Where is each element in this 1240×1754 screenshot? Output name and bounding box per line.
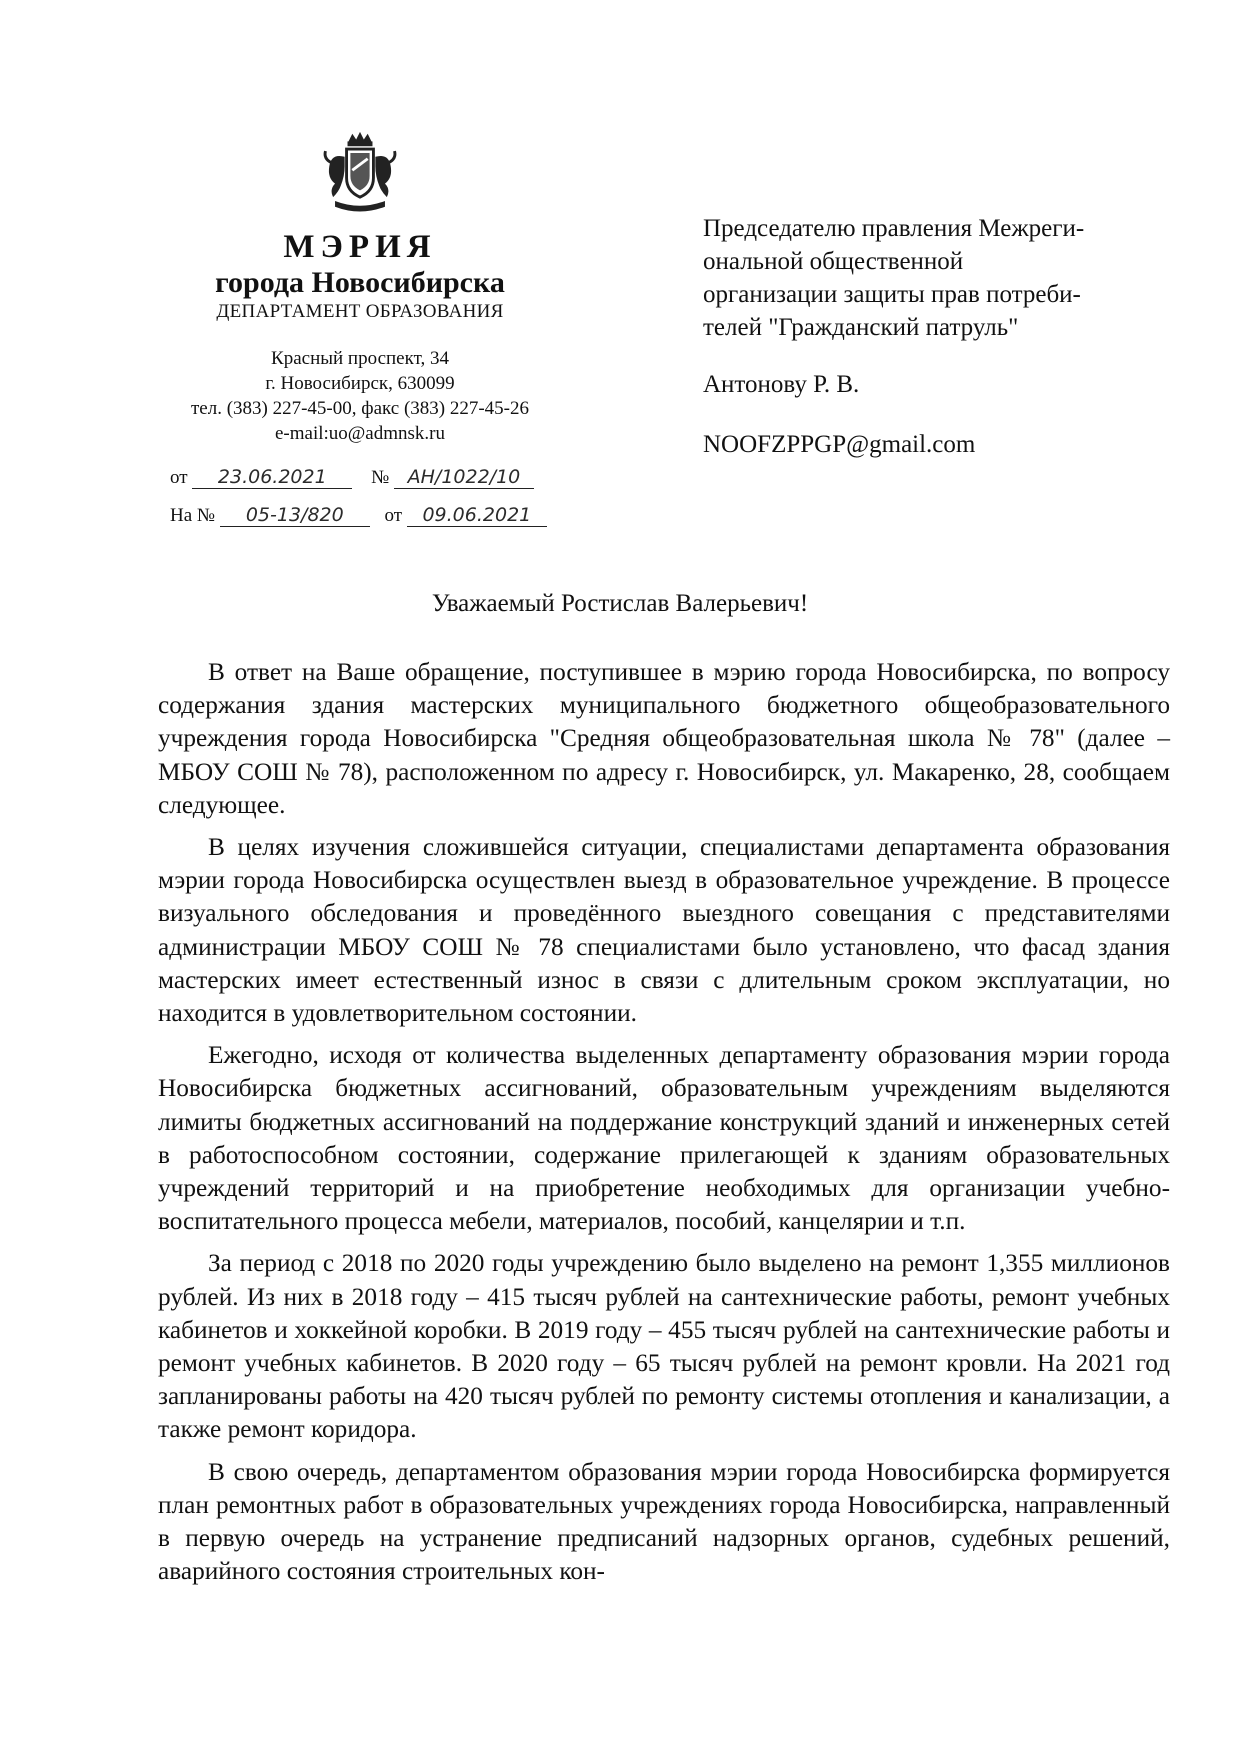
addressee-line: телей "Гражданский патруль" [703, 314, 1019, 341]
reply-date: 09.06.2021 [407, 504, 547, 527]
reply-from-label: от [384, 505, 403, 526]
address-line-street: Красный проспект, 34 [271, 348, 449, 369]
outgoing-date: 23.06.2021 [192, 466, 352, 489]
addressee-name: Антонову Р. В. [703, 371, 860, 398]
reply-number: 05-13/820 [220, 504, 370, 527]
reply-registration [170, 504, 547, 527]
body-paragraph: В целях изучения сложившейся ситуации, специалистами департамента образования мэрии города Новосибирска осуществлен выезд в образовательное учреждение. В процессе визуального обследования и проведённого выездного совещания с представителями администрации МБОУ СОШ № 78 специалистами было установлено, что фасад здания мастерских имеет естественный износ в связи с длительным сроком эксплуатации, но находится в удовлетворительном состоянии. [158, 833, 1170, 1028]
outgoing-number: АН/1022/10 [394, 466, 534, 489]
addressee-line: Председателю правления Межреги- [703, 215, 1085, 242]
body-paragraph: В ответ на Ваше обращение, поступившее в мэрию города Новосибирска, по вопросу содержания здания мастерских муниципального бюджетного общеобразовательного учреждения города Новосибирска "Средняя общеобразовательная школа № 78" (далее – МБОУ СОШ № 78), расположенном по адресу г. Новосибирск, ул. Макаренко, 28, сообщаем следующее. [158, 658, 1170, 819]
body-paragraph: В свою очередь, департаментом образования мэрии города Новосибирска формируется план ремонтных работ в образовательных учреждениях города Новосибирска, направленный в первую очередь на устранение предписаний надзорных органов, судебных решений, аварийного состояния строительных кон- [158, 1457, 1170, 1586]
org-name: МЭРИЯ [283, 229, 437, 265]
addressee-email: NOOFZPPGP@gmail.com [703, 431, 976, 458]
address-line-city: г. Новосибирск, 630099 [265, 373, 455, 394]
org-city: города Новосибирска [215, 266, 505, 299]
addressee-line: организации защиты прав потреби- [703, 281, 1081, 308]
number-label: № [371, 467, 390, 488]
salutation: Уважаемый Ростислав Валерьевич! [431, 590, 809, 617]
phone-line: тел. (383) 227-45-00, факс (383) 227-45-26 [190, 398, 530, 419]
from-label: от [170, 467, 188, 488]
addressee-line: ональной общественной [703, 248, 964, 275]
email-line: e-mail:uo@admnsk.ru [275, 423, 445, 444]
body-paragraph: Ежегодно, исходя от количества выделенных департаменту образования мэрии города Новосибирска бюджетных ассигнований, образовательным учреждениям выделяются лимиты бюджетных ассигнований на поддержание конструкций зданий и инженерных сетей в работоспособном состоянии, содержание прилегающей к зданиям образовательных учреждений территорий и на приобретение необходимых для организации учебно-воспитательного процесса мебели, материалов, пособий, канцелярии и т.п. [158, 1041, 1170, 1236]
body-paragraph: За период с 2018 по 2020 годы учреждению было выделено на ремонт 1,355 миллионов рублей. Из них в 2018 году – 415 тысяч рублей на сантехнические работы, ремонт учебных кабинетов и хоккейной коробки. В 2019 году – 455 тысяч рублей на сантехнические работы и ремонт учебных кабинетов. В 2020 году – 65 тысяч рублей на ремонт кровли. На 2021 год запланированы работы на 420 тысяч рублей по ремонту системы отопления и канализации, а также ремонт коридора. [158, 1249, 1170, 1444]
letter-body [158, 656, 1170, 1597]
coat-of-arms-icon [312, 128, 408, 224]
letterhead [150, 128, 570, 446]
addressee-block [703, 212, 1173, 461]
org-department: ДЕПАРТАМЕНТ ОБРАЗОВАНИЯ [216, 301, 504, 322]
outgoing-registration [170, 466, 534, 489]
reply-label: На № [170, 505, 216, 526]
